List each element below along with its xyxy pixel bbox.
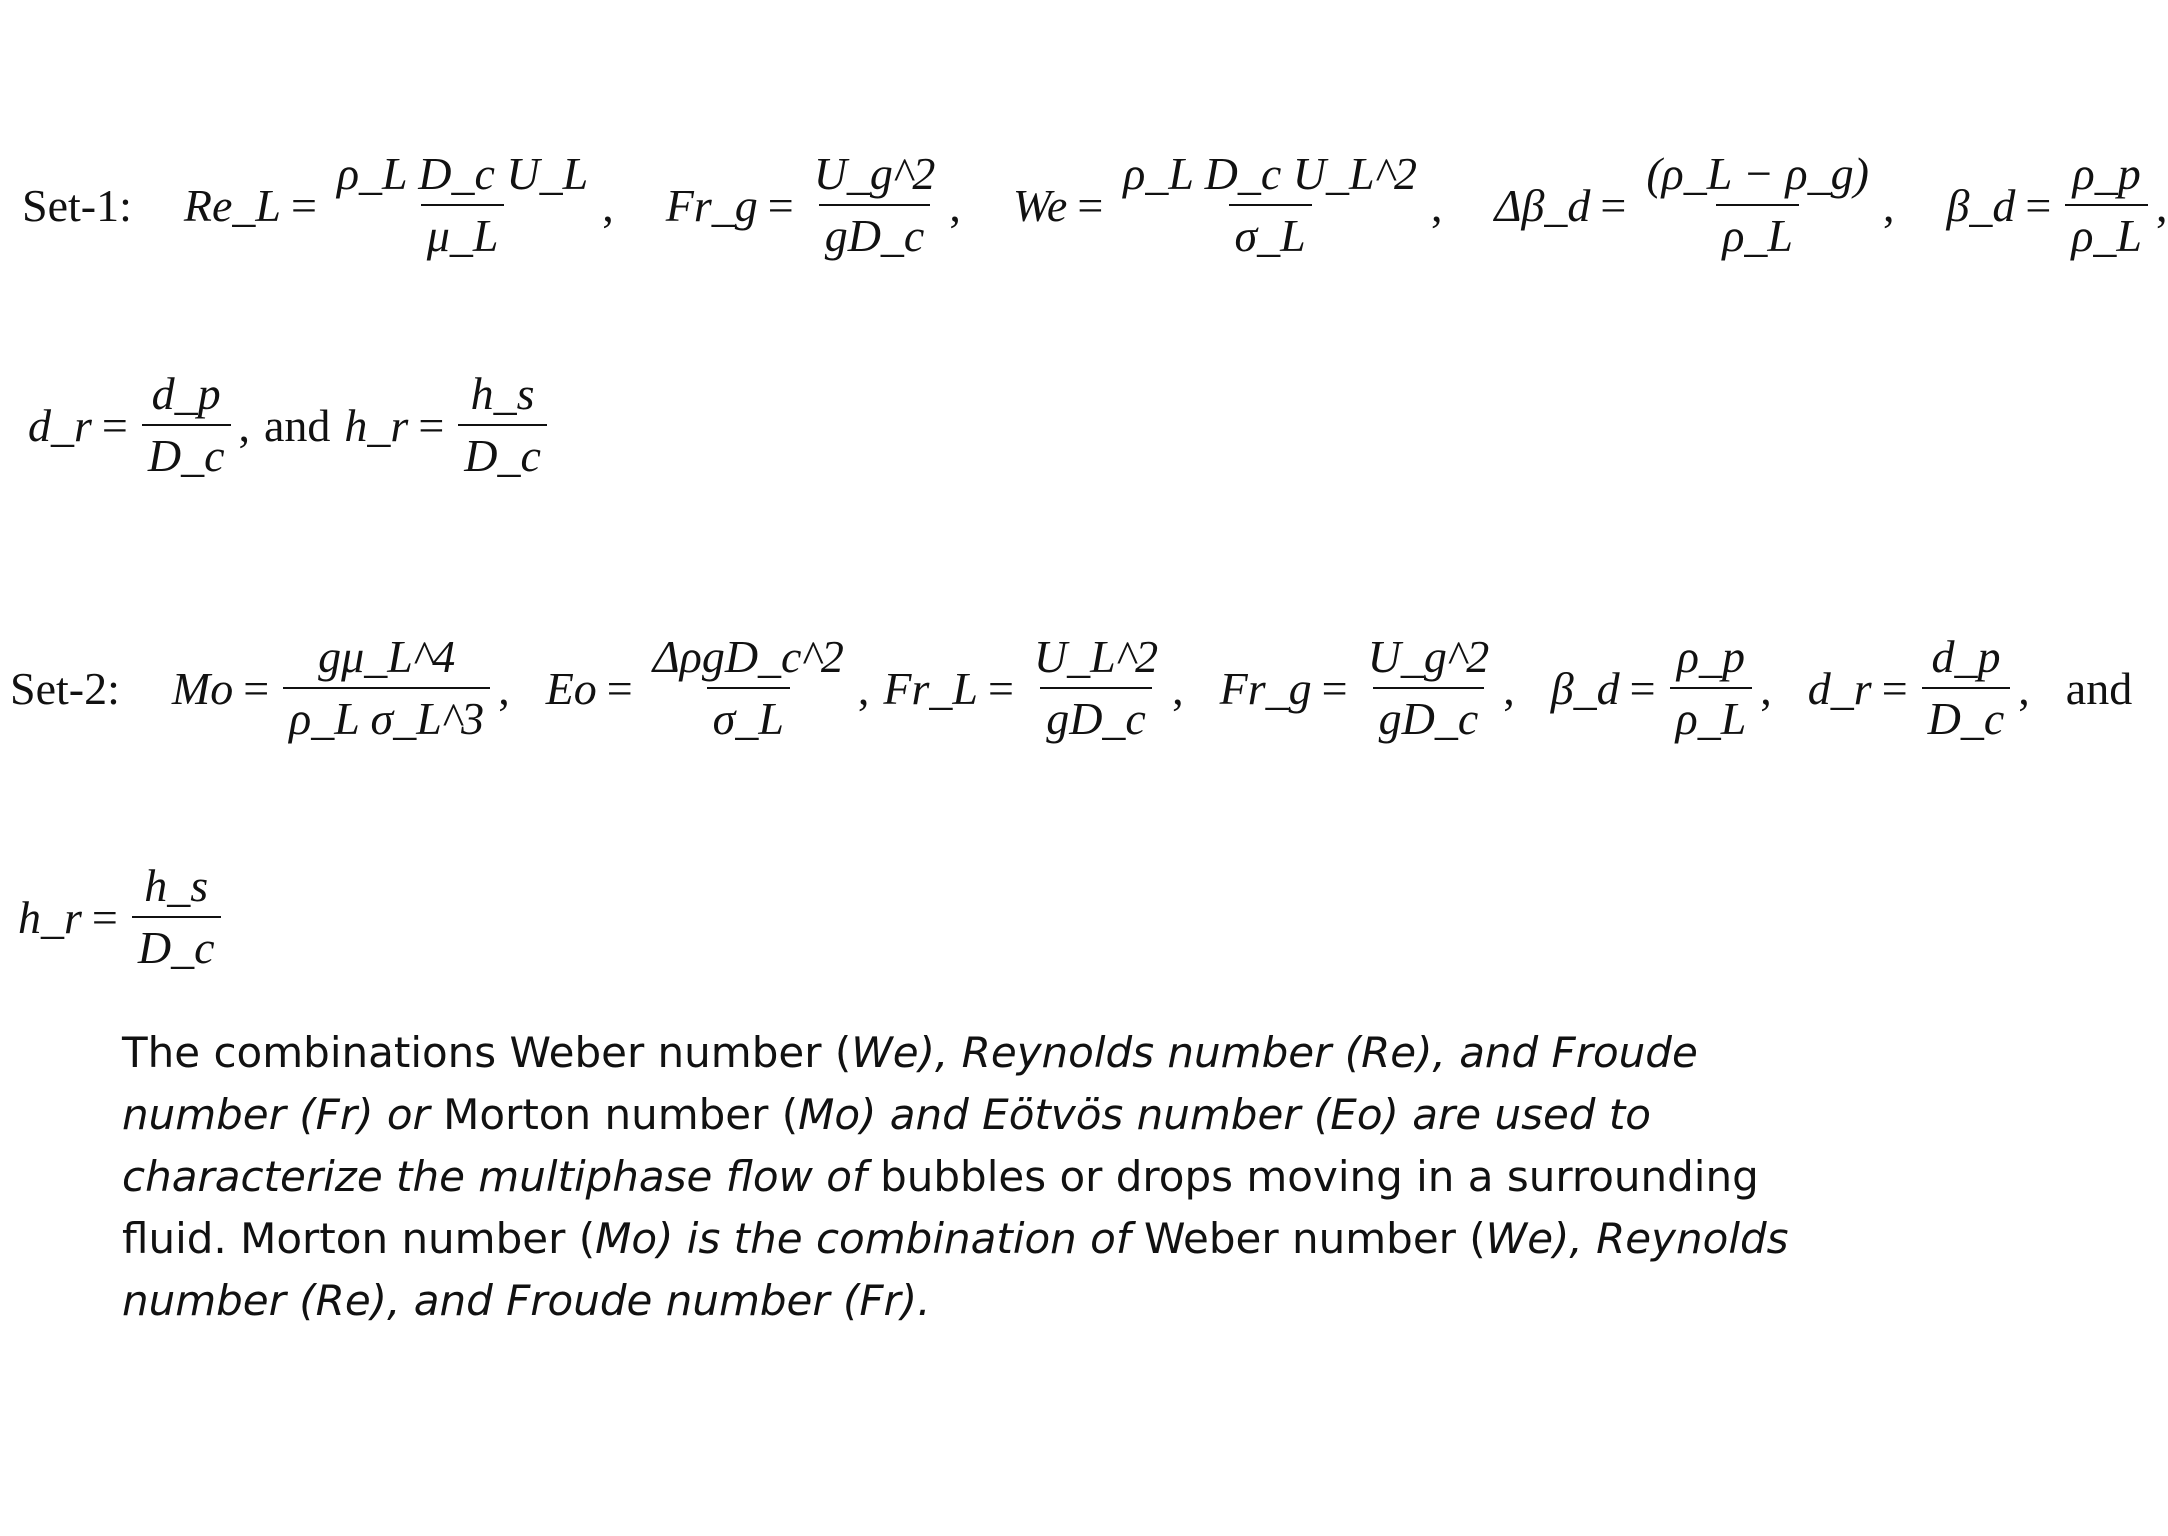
- numerator: ρ_L D_c U_L: [336, 148, 589, 199]
- text-segment: We), Reynolds number (Re), and Froude number (Fr) or: [122, 1028, 1698, 1139]
- numerator: (ρ_L − ρ_g): [1646, 148, 1869, 199]
- denominator: gD_c: [1373, 687, 1485, 743]
- equation-dr: d_r = $\frac{d\_p}{D\_c}$ ,: [1807, 631, 2030, 745]
- fraction: [808, 150, 942, 261]
- text-segment: Morton number (: [429, 1090, 799, 1139]
- eq-lhs: Eo: [545, 662, 597, 714]
- set2-equations-line1: [10, 633, 2132, 744]
- numerator: ΔρgD_c^2: [652, 631, 844, 682]
- numerator: d_p: [151, 368, 221, 419]
- and-word: and: [2065, 662, 2133, 714]
- fraction: [1640, 150, 1875, 261]
- set2-equations-line2: [18, 862, 225, 973]
- eq-lhs: Fr_g: [1219, 662, 1312, 714]
- equation-eotvos: Eo = $\frac{\text{ΔρgD\_c\textasciicircum{}2}}{\sigma\_L}$ ,: [545, 631, 870, 745]
- denominator: σ_L: [1229, 204, 1312, 260]
- fraction: [1117, 150, 1423, 261]
- numerator: ρ_p: [2072, 148, 2141, 199]
- equation-dr: d_r = $\frac{d\_p}{D\_c}$ ,: [28, 368, 250, 482]
- equation-reynolds: Re_L = $\frac{\text{ρ\_L D\_c U\_L}}{\mu\_L}$ ,: [183, 148, 614, 262]
- equation-froude-liquid: Fr_L = $\frac{U\_L\^{}2}{gD\_c}$ ,: [883, 631, 1184, 745]
- text-segment: The combinations Weber number (: [122, 1028, 852, 1077]
- equation-beta: β_d = $\frac{\rho\_p}{\rho\_L}$ ,: [1946, 148, 2168, 262]
- equation-froude-gas: Fr_g = $\frac{U\_g\^{}2}{gD\_c}$ ,: [665, 148, 961, 262]
- denominator: ρ_L: [2065, 204, 2148, 260]
- text-segment: Mo) is the combination of: [595, 1214, 1131, 1263]
- numerator: h_s: [144, 860, 209, 911]
- fraction: [142, 370, 231, 481]
- eq-lhs: We: [1012, 179, 1068, 231]
- denominator: D_c: [142, 424, 231, 480]
- eq-lhs: h_r: [18, 891, 82, 943]
- denominator: D_c: [1922, 687, 2011, 743]
- denominator: gD_c: [1040, 687, 1152, 743]
- text-segment: Mo) and Eötvös number (Eo) are used to characterize the multiphase flow of: [122, 1090, 1651, 1201]
- denominator: ρ_L σ_L^3: [283, 687, 490, 743]
- eq-lhs: Fr_L: [883, 662, 978, 714]
- denominator: μ_L: [421, 204, 505, 260]
- numerator: U_L^2: [1033, 631, 1159, 682]
- eq-lhs: Mo: [171, 662, 234, 714]
- eq-lhs: h_r: [344, 399, 409, 451]
- fraction: [331, 150, 594, 261]
- equation-hr: h_r = $\frac{h\_s}{D\_c}$: [18, 862, 225, 973]
- fraction: [458, 370, 547, 481]
- eq-lhs: Δβ_d: [1494, 179, 1591, 231]
- text-segment: Weber number (: [1130, 1214, 1486, 1263]
- equation-beta: β_d = $\frac{\rho\_p}{\rho\_L}$ ,: [1550, 631, 1772, 745]
- denominator: ρ_L: [1670, 687, 1753, 743]
- eq-lhs: β_d: [1946, 179, 2016, 231]
- numerator: ρ_p: [1676, 631, 1745, 682]
- numerator: U_g^2: [813, 148, 936, 199]
- eq-lhs: Fr_g: [665, 179, 758, 231]
- equation-delta-beta: Δβ_d = $\frac{(\rho\_L - \rho\_g)}{\rho\_L}$ ,: [1494, 148, 1895, 262]
- fraction: [1362, 633, 1496, 744]
- text-segment: bubbles or drops moving in a surrounding fluid. Morton number (: [122, 1152, 1759, 1263]
- fraction: [132, 862, 221, 973]
- and-word: and: [264, 399, 331, 451]
- fraction: [1028, 633, 1164, 744]
- denominator: gD_c: [819, 204, 931, 260]
- eq-lhs: d_r: [28, 399, 92, 451]
- fraction: [283, 633, 490, 744]
- set2-label: Set-2:: [10, 662, 120, 714]
- equation-morton: Mo = $\frac{g\mu\_L\^{}4}{\text{ρ\_L σ\_L\textasciicircum{}3}}$ ,: [171, 631, 510, 745]
- denominator: σ_L: [707, 687, 790, 743]
- equation-hr: h_r = $\frac{h\_s}{D\_c}$: [344, 370, 551, 481]
- numerator: d_p: [1931, 631, 2001, 682]
- fraction: [1922, 633, 2011, 744]
- numerator: h_s: [470, 368, 535, 419]
- set1-label: Set-1:: [22, 179, 132, 231]
- fraction: [647, 633, 850, 744]
- equation-froude-gas: Fr_g = $\frac{U\_g\^{}2}{gD\_c}$ ,: [1219, 631, 1515, 745]
- eq-lhs: d_r: [1807, 662, 1872, 714]
- eq-lhs: Re_L: [183, 179, 281, 231]
- fraction: [2065, 150, 2148, 261]
- description-paragraph: [122, 1022, 1862, 1332]
- numerator: gμ_L^4: [318, 631, 456, 682]
- numerator: U_g^2: [1367, 631, 1490, 682]
- set1-equations-line2: [28, 370, 551, 481]
- text-segment: We), Reynolds number (Re), and Froude number (Fr).: [122, 1214, 1789, 1325]
- equation-weber: We = $\frac{\text{ρ\_L D\_c U\_L\textasciicircum{}2}}{\sigma\_L}$ ,: [1012, 148, 1443, 262]
- eq-lhs: β_d: [1550, 662, 1620, 714]
- denominator: ρ_L: [1716, 204, 1799, 260]
- denominator: D_c: [458, 424, 547, 480]
- set1-equations-line1: [22, 150, 2168, 261]
- denominator: D_c: [132, 916, 221, 972]
- numerator: ρ_L D_c U_L^2: [1123, 148, 1417, 199]
- fraction: [1670, 633, 1753, 744]
